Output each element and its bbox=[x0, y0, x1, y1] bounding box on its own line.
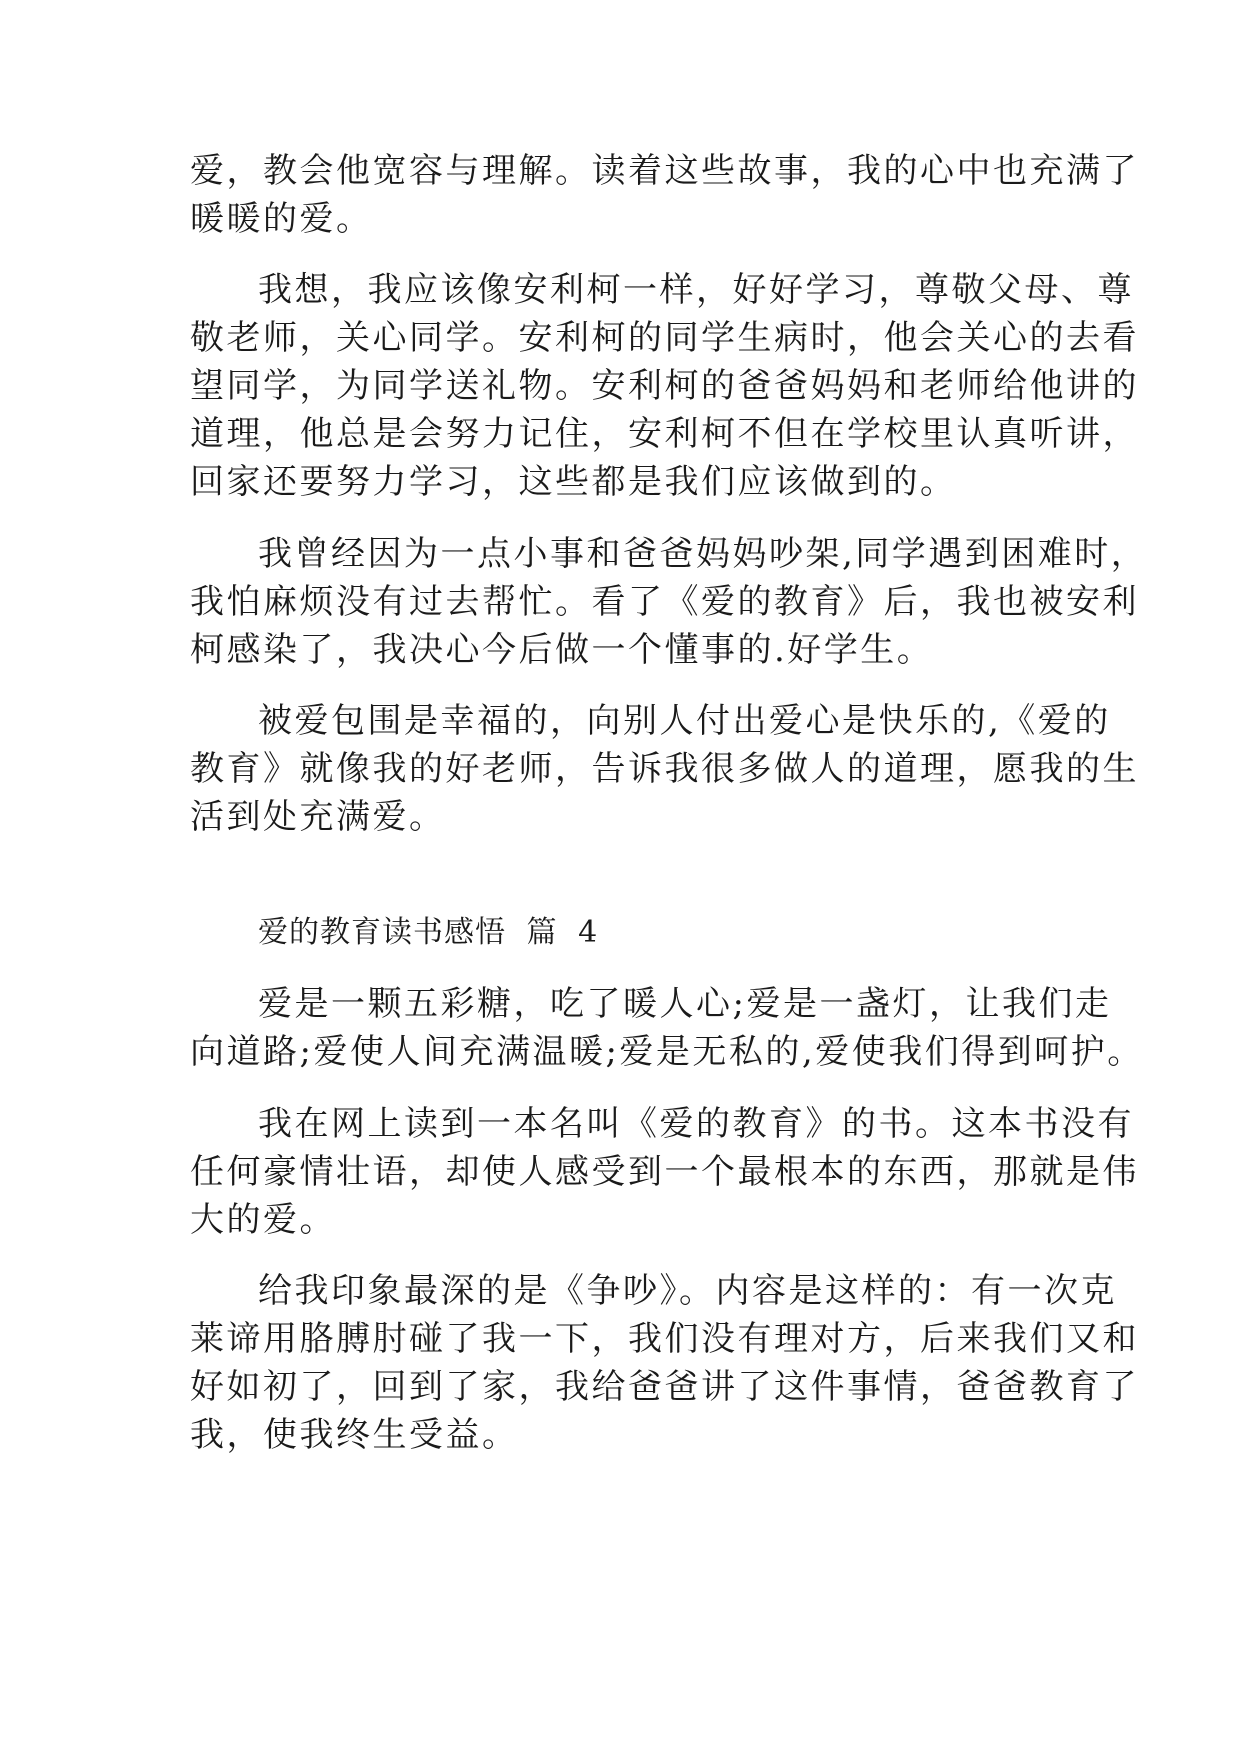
text-line: 大的爱。 bbox=[190, 1200, 336, 1240]
paragraph-first-line: 爱是一颗五彩糖，吃了暖人心;爱是一盏灯，让我们走 bbox=[258, 984, 1112, 1024]
text-line: 我，使我终生受益。 bbox=[190, 1415, 519, 1455]
text-line: 爱，教会他宽容与理解。读着这些故事，我的心中也充满了 bbox=[190, 151, 1139, 191]
paragraph-first-line: 我在网上读到一本名叫《爱的教育》的书。这本书没有 bbox=[258, 1104, 1134, 1144]
section-heading: 爱的教育读书感悟 篇 4 bbox=[258, 915, 599, 950]
paragraph-first-line: 被爱包围是幸福的，向别人付出爱心是快乐的,《爱的 bbox=[258, 701, 1111, 741]
text-line: 教育》就像我的好老师，告诉我很多做人的道理，愿我的生 bbox=[190, 749, 1139, 789]
text-line: 任何豪情壮语，却使人感受到一个最根本的东西，那就是伟 bbox=[190, 1152, 1139, 1192]
text-line: 望同学，为同学送礼物。安利柯的爸爸妈妈和老师给他讲的 bbox=[190, 366, 1139, 406]
text-line: 柯感染了，我决心今后做一个懂事的.好学生。 bbox=[190, 630, 934, 670]
text-line: 回家还要努力学习，这些都是我们应该做到的。 bbox=[190, 462, 957, 502]
text-line: 好如初了，回到了家，我给爸爸讲了这件事情，爸爸教育了 bbox=[190, 1367, 1139, 1407]
text-line: 道理，他总是会努力记住，安利柯不但在学校里认真听讲， bbox=[190, 414, 1139, 454]
text-line: 暖暖的爱。 bbox=[190, 199, 373, 239]
text-line: 活到处充满爱。 bbox=[190, 797, 446, 837]
text-line: 向道路;爱使人间充满温暖;爱是无私的,爱使我们得到呵护。 bbox=[190, 1032, 1144, 1072]
paragraph-first-line: 我曾经因为一点小事和爸爸妈妈吵架,同学遇到困难时， bbox=[258, 534, 1148, 574]
text-line: 敬老师，关心同学。安利柯的同学生病时，他会关心的去看 bbox=[190, 318, 1139, 358]
paragraph-first-line: 我想，我应该像安利柯一样，好好学习，尊敬父母、尊 bbox=[258, 270, 1134, 310]
text-line: 我怕麻烦没有过去帮忙。看了《爱的教育》后，我也被安利 bbox=[190, 582, 1139, 622]
text-line: 莱谛用胳膊肘碰了我一下，我们没有理对方，后来我们又和 bbox=[190, 1319, 1139, 1359]
paragraph-first-line: 给我印象最深的是《争吵》。内容是这样的：有一次克 bbox=[258, 1271, 1117, 1311]
